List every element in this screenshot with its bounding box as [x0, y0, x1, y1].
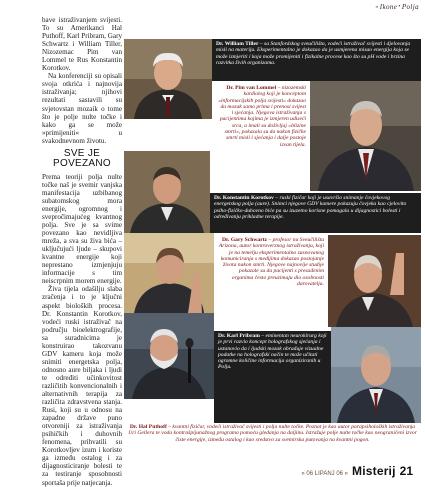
photo-tiller [124, 39, 212, 119]
portrait-elderly-speaker-microphone-icon [124, 313, 214, 399]
portrait-man-raising-hand-icon [124, 233, 214, 313]
caption-name: Dr. Pim van Lommel [226, 85, 277, 91]
page-footer [301, 464, 413, 478]
body-paragraph: bave istraživanjem svijesti. To su Amerikanci Hal Puthoff, Karl Pribram, Gary Schwartz i William Tiller, Nizozemac Pim van Lommel te Rus Konstantin Korotkov. [42, 16, 122, 73]
portrait-man-smiling-icon [124, 151, 210, 233]
header-section: Ikone [379, 3, 398, 11]
portrait-man-raising-hand-icon [328, 235, 421, 327]
body-paragraph: Prema teoriji polja nulte točke naš je svemir vanjska manifestacija uzbibanog subatomskog mora energije, ogromnog i svepročimajućeg kvantnog polja. Sve je sa svime povezano kao nevidljiva mreža, a sva su živa bića – uključujući ljude – skupovi kvantne energije koji neprestano izmjenjuju informacije s tim neiscrpnim morem energije. [42, 172, 122, 286]
photo-pribram [124, 313, 214, 399]
subheading: SVE JE POVEZANO [53, 147, 111, 170]
caption-name: Dr. William Tiller [216, 41, 259, 47]
caption-text: – sa Stanfordskog sveučilišta, vodeći istraživač svijesti i djelovanja misli na materiju. Eksperimentalno je dokazao da je usmjerena misao energija koja se može izmjeriti i koja može promijeniti i fizikalne procese kao što su pH vode i brzina razvitka živih organizama. [216, 41, 411, 66]
caption-pribram [214, 331, 331, 423]
photo-korotkov [124, 151, 210, 233]
caption-text: – eminentan neurokirurg koji je prvi razvio koncept holografskog sjećanja i ustanovio da i ljudski mozak obrađuje vizualne podatke na holografski način te može učitati ogromne količine informacija organiziranih u Polju. [218, 333, 327, 371]
portrait-smiling-man-suit-icon [310, 81, 421, 191]
header-separator: • [398, 4, 401, 10]
caption-text: – ruski fizičar koji je usavršio snimanje čovjekovog energetskog polja (aure). Snimci njegove GDV kamere pokazuju čovjeka kao cjelovito psiho-fizičko-duhovno biće pa su izuzetno korisne pomagala u dijagnostici bolesti i određivanju prikladne terapije. [214, 195, 407, 220]
page-number: 21 [399, 464, 413, 478]
body-paragraph: Živa tijela odašilju slaba zračenja i to je ključni aspekt bioloških procesa. Dr. Konstantin Korotkov, vodeći ruski istraživač na području bioelektrografije, sa suradnicima je konstruirao takozvanu GDV kameru koja može snimiti energetska polja, odnosno aure biljaka i ljudi te određiti učinkovitost različitih konvencionalnih i alternativnih terapija za različita zdravstvena stanja. Rusi, koji su u odnosu na zapadne države puno otvoreniji za istraživanja psihičkih i duhovnih fenomena, prihvatili su Korotkovljev izum i koriste ga između ostalog i za dijagnosticiranje bolesti te za testiranje sposobnosti sportaša prije natjecanja. [42, 285, 122, 487]
portrait-collage [124, 39, 421, 470]
photo-schwartz-2 [328, 235, 421, 327]
caption-schwartz [218, 235, 326, 331]
magazine-name: Misterij [352, 464, 396, 478]
header-arrows: » [375, 4, 379, 10]
caption-puthoff [124, 423, 421, 470]
caption-name: Dr. Gary Schwartz [222, 237, 268, 243]
portrait-white-haired-man-icon [124, 39, 212, 119]
caption-text: – nizozemski kardiolog koji je konceptom »informacijskih polja svijesti« dokazao da mozak samo prima i prenosi svijest i sjećanja. Njegova istraživanja s pacijentima kojima je izmjeren udiseći srca, a imali su doživljaj »blizine smrti«, pokazala su da nakon fizičke smrti misli i sjećanja i dalje postoje izvan tijela. [218, 85, 306, 148]
caption-name: Dr. Konstantin Korotkov [214, 195, 274, 201]
section-header [375, 0, 419, 14]
photo-schwartz [124, 233, 214, 313]
caption-lommel [218, 83, 308, 191]
caption-tiller [212, 39, 421, 81]
caption-name: Dr. Karl Pribram [218, 333, 260, 339]
portrait-gray-haired-man-tie-icon [331, 327, 421, 423]
caption-name: Dr. Hal Puthoff [129, 424, 167, 430]
issue-date: » 06 LIPANJ 06 « [301, 471, 349, 477]
caption-text: – kvantni fizičar, vodeći istraživač svijesti i polja nulte točke. Poznat je kao autor parapsiholoških istraživanja Uri Gellera te voda kontrašpijunažnog programa pomoću gledanja na daljinu. Istražuje polje nulte točke kao neograničeni izvor čiste energije, između ostalog i kao sredstvo za svemirska putovanja na kvantni pogon. [128, 424, 417, 443]
header-subsection: Polja [401, 3, 419, 11]
caption-korotkov [210, 193, 421, 233]
caption-text: – profesor na Sveučilištu Arizona, autor kontroverznog istraživanja, koji je na temelju eksperimentalno zasnovanog komuniciranja s medijima dokazao postojanje života nakon smrti. Njegove najnovije studije pokazale su da pacijenti s presađenim organima često preuzimaju dio osobnosti darovatelja. [218, 237, 324, 288]
body-paragraph: Na konferenciji su opisali svoja otkrića i najnovija istraživanja; njihovi rezultati sastavili su svjetovstan mozaik o tome što je polje nulte točke i kako ga se može »primijeniti« u svakodnevnom životu. [42, 72, 122, 145]
article-body-column [42, 16, 122, 487]
photo-puthoff [331, 327, 421, 423]
photo-lommel [310, 81, 421, 191]
